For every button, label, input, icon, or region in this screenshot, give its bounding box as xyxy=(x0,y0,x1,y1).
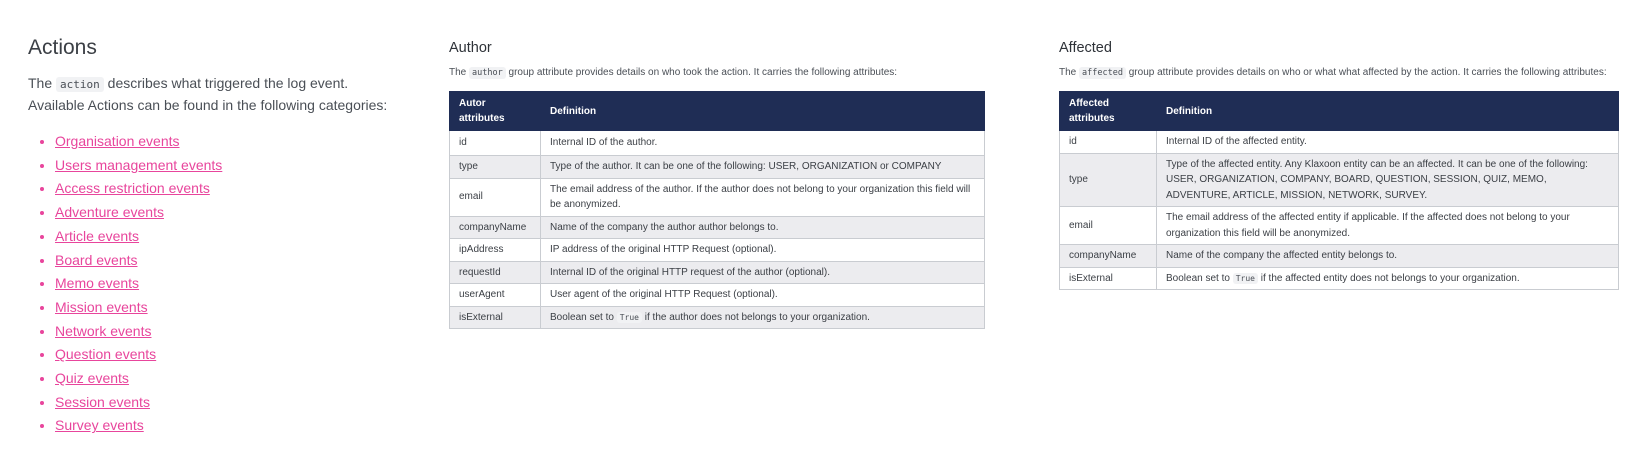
table-row xyxy=(1060,207,1619,245)
column-header-definition: Definition xyxy=(1157,92,1619,131)
attribute-name: ipAddress xyxy=(450,239,541,262)
attribute-name: requestId xyxy=(450,261,541,284)
definition-prefix: Boolean set to xyxy=(550,311,614,323)
affected-section xyxy=(1059,38,1619,290)
list-item xyxy=(55,249,408,273)
definition-suffix: if the author does not belongs to your organization. xyxy=(644,311,870,323)
table-row xyxy=(1060,245,1619,268)
memo-events-link[interactable]: Memo events xyxy=(55,275,140,292)
table-row xyxy=(450,306,985,329)
actions-intro-line1: describes what triggered the log event. xyxy=(107,75,349,91)
attribute-definition: Name of the company the author author belongs to. xyxy=(541,216,985,239)
attribute-name: email xyxy=(450,178,541,216)
attribute-name: isExternal xyxy=(1060,267,1157,290)
network-events-link[interactable]: Network events xyxy=(55,322,152,339)
attribute-name: userAgent xyxy=(450,284,541,307)
author-code: author xyxy=(469,67,506,79)
actions-intro-line2: Available Actions can be found in the following categories: xyxy=(28,97,388,113)
affected-description xyxy=(1059,65,1619,81)
author-attributes-table xyxy=(449,91,985,329)
attribute-definition: Internal ID of the author. xyxy=(541,131,985,156)
action-categories-list xyxy=(28,130,408,438)
question-events-link[interactable]: Question events xyxy=(55,346,157,363)
quiz-events-link[interactable]: Quiz events xyxy=(55,370,129,387)
adventure-events-link[interactable]: Adventure events xyxy=(55,204,164,221)
attribute-definition: Internal ID of the original HTTP request of the author (optional). xyxy=(541,261,985,284)
table-header-row xyxy=(450,92,985,131)
attribute-name: type xyxy=(1060,153,1157,207)
affected-code: affected xyxy=(1079,67,1126,79)
list-item xyxy=(55,320,408,344)
list-item xyxy=(55,296,408,320)
column-header-attributes: Autor attributes xyxy=(450,92,541,131)
action-code: action xyxy=(56,77,104,92)
list-item xyxy=(55,130,408,154)
attribute-definition: User agent of the original HTTP Request (optional). xyxy=(541,284,985,307)
attribute-definition: Type of the affected entity. Any Klaxoon entity can be an affected. It can be one of the following: USER, ORGANIZATION, COMPANY, BOARD, QUESTION, SESSION, QUIZ, MEMO, ADVENTURE, ARTICLE, MISSION, NETWORK, SURVEY. xyxy=(1157,153,1619,207)
actions-heading: Actions xyxy=(28,36,97,59)
author-section xyxy=(449,38,985,329)
board-events-link[interactable]: Board events xyxy=(55,251,138,268)
author-description xyxy=(449,65,985,81)
attribute-definition xyxy=(541,306,985,329)
affected-desc-suffix: group attribute provides details on who or what what affected by the action. It carries the following attributes: xyxy=(1128,67,1607,78)
attribute-name: email xyxy=(1060,207,1157,245)
true-code: True xyxy=(617,312,642,323)
attribute-definition xyxy=(1157,267,1619,290)
attribute-name: companyName xyxy=(1060,245,1157,268)
attribute-definition: Internal ID of the affected entity. xyxy=(1157,131,1619,154)
attribute-name: type xyxy=(450,156,541,179)
list-item xyxy=(55,201,408,225)
list-item xyxy=(55,391,408,415)
table-row xyxy=(450,178,985,216)
list-item xyxy=(55,367,408,391)
attribute-definition: IP address of the original HTTP Request (optional). xyxy=(541,239,985,262)
attribute-definition: The email address of the affected entity if applicable. If the affected does not belong to your organization this field will be anonymized. xyxy=(1157,207,1619,245)
actions-intro xyxy=(28,73,408,115)
table-row xyxy=(450,156,985,179)
attribute-name: id xyxy=(450,131,541,156)
survey-events-link[interactable]: Survey events xyxy=(55,417,144,434)
list-item xyxy=(55,414,408,438)
column-header-definition: Definition xyxy=(541,92,985,131)
table-row xyxy=(1060,267,1619,290)
list-item xyxy=(55,225,408,249)
organisation-events-link[interactable]: Organisation events xyxy=(55,133,180,149)
table-row xyxy=(1060,131,1619,154)
author-heading: Author xyxy=(449,40,492,56)
table-row xyxy=(450,216,985,239)
author-desc-suffix: group attribute provides details on who took the action. It carries the following attributes: xyxy=(508,67,898,78)
column-header-attributes: Affected attributes xyxy=(1060,92,1157,131)
list-item xyxy=(55,343,408,367)
table-row xyxy=(450,131,985,156)
actions-intro-prefix: The xyxy=(28,75,53,91)
article-events-link[interactable]: Article events xyxy=(55,227,140,244)
attribute-name: id xyxy=(1060,131,1157,154)
list-item xyxy=(55,272,408,296)
attribute-name: companyName xyxy=(450,216,541,239)
author-desc-prefix: The xyxy=(449,67,467,78)
affected-desc-prefix: The xyxy=(1059,67,1077,78)
users-management-events-link[interactable]: Users management events xyxy=(55,156,223,173)
session-events-link[interactable]: Session events xyxy=(55,393,150,410)
definition-prefix: Boolean set to xyxy=(1166,272,1230,284)
table-header-row xyxy=(1060,92,1619,131)
attribute-name: isExternal xyxy=(450,306,541,329)
affected-heading: Affected xyxy=(1059,40,1112,56)
attribute-definition: Type of the author. It can be one of the following: USER, ORGANIZATION or COMPANY xyxy=(541,156,985,179)
table-row xyxy=(450,239,985,262)
mission-events-link[interactable]: Mission events xyxy=(55,298,148,315)
true-code: True xyxy=(1233,273,1258,284)
affected-attributes-table xyxy=(1059,91,1619,290)
list-item xyxy=(55,177,408,201)
attribute-definition: The email address of the author. If the author does not belong to your organization this field will be anonymized. xyxy=(541,178,985,216)
actions-section xyxy=(28,34,408,438)
attribute-definition: Name of the company the affected entity belongs to. xyxy=(1157,245,1619,268)
table-row xyxy=(450,284,985,307)
access-restriction-events-link[interactable]: Access restriction events xyxy=(55,180,210,197)
table-row xyxy=(1060,153,1619,207)
list-item xyxy=(55,154,408,178)
definition-suffix: if the affected entity does not belongs to your organization. xyxy=(1260,272,1520,284)
table-row xyxy=(450,261,985,284)
